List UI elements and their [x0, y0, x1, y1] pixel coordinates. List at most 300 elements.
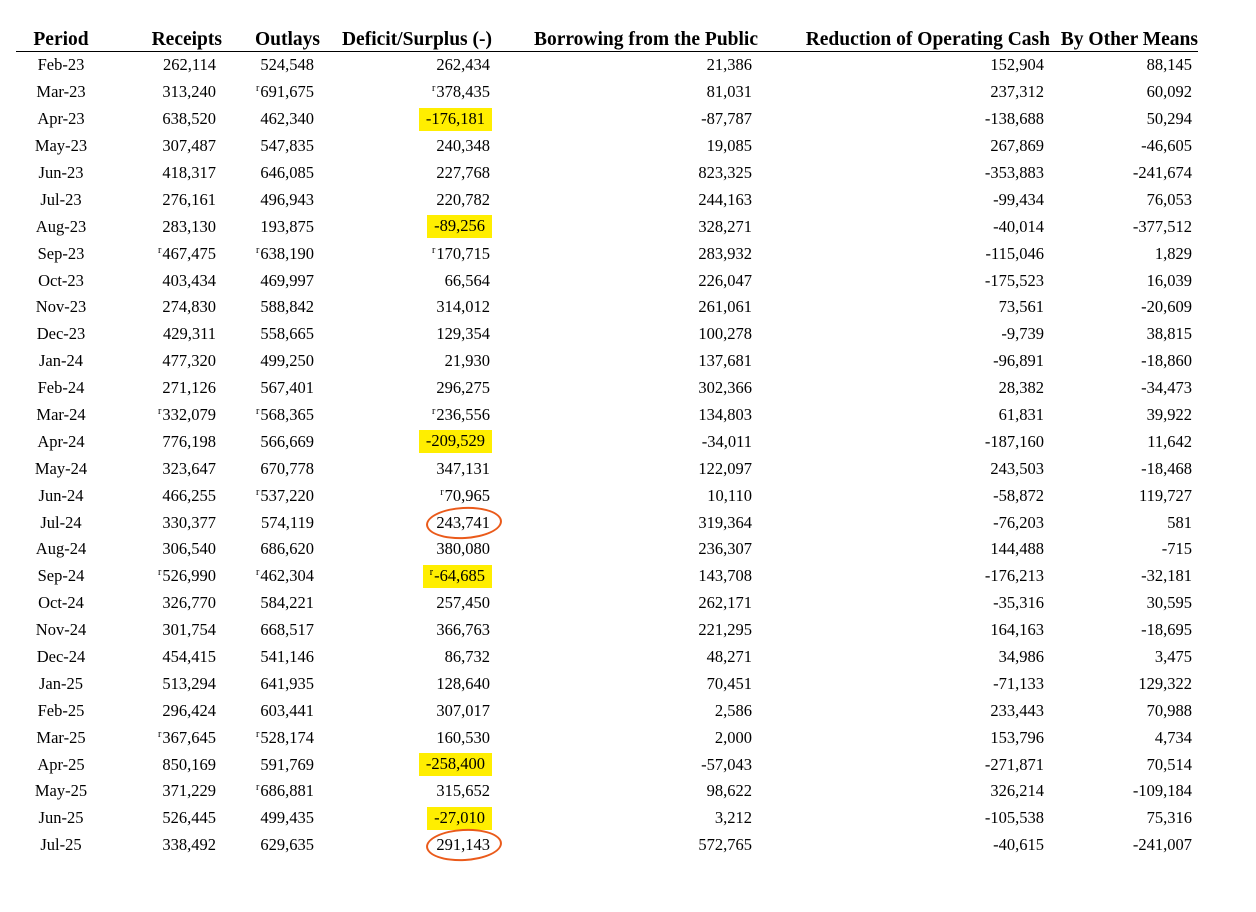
- borrowing-cell: [492, 724, 758, 751]
- other-means-cell-value: [1145, 593, 1194, 613]
- cell-text: 307,017: [436, 700, 490, 720]
- borrowing-cell-value: [705, 82, 754, 102]
- operating-cash-cell: [758, 428, 1050, 455]
- outlays-cell-value: [254, 781, 316, 801]
- operating-cash-cell: [758, 375, 1050, 402]
- outlays-cell: [222, 670, 320, 697]
- revised-marker: r: [256, 486, 260, 498]
- cell-text: -76,203: [993, 512, 1044, 532]
- borrowing-cell: [492, 402, 758, 429]
- borrowing-cell-value: [705, 486, 754, 506]
- period-cell: Jul-25: [40, 835, 82, 855]
- operating-cash-cell: [758, 106, 1050, 133]
- receipts-cell-value: [160, 271, 218, 291]
- other-means-cell-value: [1153, 728, 1194, 748]
- cell-text: -353,883: [984, 163, 1044, 182]
- cell-text: 70,451: [706, 673, 752, 693]
- receipts-cell: [106, 644, 222, 671]
- receipts-cell: [106, 428, 222, 455]
- cell-text: -40,014: [993, 216, 1044, 236]
- other-means-cell: [1050, 778, 1198, 805]
- outlays-cell-value: [258, 217, 316, 237]
- cell-text: 469,997: [260, 270, 314, 290]
- period-cell: Aug-24: [35, 539, 87, 559]
- table-body: [16, 52, 1198, 859]
- other-means-cell: [1050, 509, 1198, 536]
- operating-cash-cell-value: [991, 217, 1046, 237]
- period-cell: Jun-24: [38, 485, 84, 505]
- operating-cash-cell-value: [988, 539, 1046, 559]
- cell-text: -377,512: [1132, 216, 1192, 236]
- receipts-cell-value: [156, 244, 218, 264]
- outlays-cell: [222, 186, 320, 213]
- other-means-cell-value: [1145, 405, 1194, 425]
- outlays-cell-value: [258, 674, 316, 694]
- other-means-cell: [1050, 186, 1198, 213]
- highlighted-value: [427, 215, 492, 238]
- operating-cash-cell-value: [983, 163, 1046, 183]
- outlays-cell-value: [258, 539, 316, 559]
- receipts-cell-value: [160, 835, 218, 855]
- outlays-cell: [222, 455, 320, 482]
- cell-text: 380,080: [436, 539, 490, 559]
- borrowing-cell: [492, 509, 758, 536]
- cell-text: 70,965: [444, 485, 490, 505]
- other-means-cell: [1050, 482, 1198, 509]
- cell-text: 302,366: [698, 378, 752, 398]
- borrowing-cell-value: [700, 432, 754, 452]
- borrowing-cell-value: [696, 297, 754, 317]
- other-means-cell-value: [1131, 781, 1194, 801]
- cell-text: 10,110: [707, 485, 752, 505]
- table-row: [16, 267, 1198, 294]
- outlays-cell: [222, 644, 320, 671]
- outlays-cell-value: [258, 351, 316, 371]
- outlays-cell-value: [254, 728, 316, 748]
- highlighted-value: [427, 807, 492, 830]
- outlays-cell: [222, 52, 320, 79]
- period-cell: Jun-23: [38, 163, 84, 182]
- outlays-cell-value: [258, 324, 316, 344]
- cell-text: 261,061: [698, 297, 752, 317]
- period-cell: Sep-24: [37, 566, 85, 586]
- other-means-cell-value: [1145, 190, 1194, 210]
- outlays-cell: [222, 778, 320, 805]
- borrowing-cell-value: [696, 835, 754, 855]
- cell-text: 1,829: [1154, 243, 1192, 263]
- operating-cash-cell: [758, 482, 1050, 509]
- cell-text: 330,377: [162, 512, 216, 532]
- cell-text: 315,652: [436, 781, 490, 801]
- cell-text: 584,221: [260, 593, 314, 613]
- cell-text: 567,401: [260, 378, 314, 398]
- receipts-cell-value: [160, 781, 218, 801]
- other-means-cell-value: [1145, 82, 1194, 102]
- other-means-cell: [1050, 160, 1198, 187]
- period-cell: Feb-25: [37, 700, 85, 720]
- deficit-surplus-cell-value: [434, 728, 492, 748]
- outlays-cell-value: [258, 297, 316, 317]
- receipts-cell-value: [160, 109, 218, 129]
- receipts-cell-value: [160, 755, 218, 775]
- deficit-surplus-cell-value: [443, 351, 492, 371]
- cell-text: 100,278: [698, 324, 752, 344]
- outlays-cell: [222, 428, 320, 455]
- table-row: [16, 348, 1198, 375]
- deficit-surplus-cell: [320, 832, 492, 859]
- cell-text: -271,871: [984, 754, 1044, 774]
- cell-text: 227,768: [436, 163, 490, 182]
- outlays-cell-value: [258, 808, 316, 828]
- outlays-cell-value: [258, 647, 316, 667]
- receipts-cell-value: [160, 82, 218, 102]
- highlighted-value: [419, 753, 492, 776]
- operating-cash-cell-value: [991, 190, 1046, 210]
- cell-text: 526,445: [162, 808, 216, 828]
- cell-text: -175,523: [984, 270, 1044, 290]
- outlays-cell-value: [258, 163, 316, 183]
- cell-text: 371,229: [162, 781, 216, 801]
- revised-marker: r: [256, 83, 260, 95]
- highlighted-value: [423, 565, 492, 588]
- table-row: [16, 563, 1198, 590]
- cell-text: -115,046: [985, 243, 1044, 263]
- deficit-surplus-cell: [320, 348, 492, 375]
- outlays-cell-value: [258, 378, 316, 398]
- operating-cash-cell-value: [991, 593, 1046, 613]
- cell-text: 496,943: [260, 189, 314, 209]
- table-row: [16, 79, 1198, 106]
- other-means-cell-value: [1145, 808, 1194, 828]
- table-row: [16, 294, 1198, 321]
- receipts-cell: [106, 240, 222, 267]
- cell-text: 513,294: [162, 673, 216, 693]
- header-deficit-surplus: Deficit/Surplus (-): [320, 24, 492, 52]
- receipts-cell: [106, 402, 222, 429]
- cell-text: 276,161: [162, 189, 216, 209]
- other-means-cell-value: [1145, 432, 1194, 452]
- other-means-cell-value: [1145, 755, 1194, 775]
- operating-cash-cell: [758, 133, 1050, 160]
- outlays-cell: [222, 697, 320, 724]
- period-cell: Sep-23: [37, 243, 85, 263]
- table-row: [16, 644, 1198, 671]
- borrowing-cell-value: [696, 593, 754, 613]
- cell-text: 76,053: [1146, 189, 1192, 209]
- table-row: [16, 428, 1198, 455]
- revised-marker: r: [256, 567, 260, 579]
- cell-text: -64,685: [434, 565, 485, 585]
- receipts-cell: [106, 455, 222, 482]
- receipts-cell: [106, 321, 222, 348]
- cell-text: 3,475: [1154, 647, 1192, 667]
- borrowing-cell: [492, 348, 758, 375]
- cell-text: 574,119: [260, 512, 314, 532]
- borrowing-cell: [492, 133, 758, 160]
- borrowing-cell-value: [696, 271, 754, 291]
- receipts-cell: [106, 160, 222, 187]
- borrowing-cell-value: [696, 378, 754, 398]
- other-means-cell-value: [1137, 486, 1194, 506]
- header-row: [16, 24, 1198, 52]
- cell-text: -35,316: [993, 593, 1044, 613]
- deficit-surplus-cell-value: [443, 271, 492, 291]
- cell-text: 572,765: [698, 835, 752, 855]
- other-means-cell: [1050, 697, 1198, 724]
- outlays-cell: [222, 240, 320, 267]
- cell-text: 221,295: [698, 620, 752, 640]
- deficit-surplus-cell-value: [443, 647, 492, 667]
- outlays-cell: [222, 294, 320, 321]
- operating-cash-cell: [758, 348, 1050, 375]
- revised-marker: r: [432, 83, 436, 95]
- header-operating-cash: Reduction of Operating Cash: [758, 24, 1050, 52]
- cell-text: 66,564: [444, 270, 490, 290]
- other-means-cell: [1050, 133, 1198, 160]
- deficit-surplus-cell: [320, 563, 492, 590]
- deficit-surplus-cell-value: [430, 244, 492, 264]
- cell-text: 61,831: [998, 405, 1044, 425]
- cell-text: 319,364: [698, 512, 752, 532]
- outlays-cell-value: [258, 55, 316, 75]
- borrowing-cell: [492, 186, 758, 213]
- period-cell: Oct-24: [38, 593, 84, 613]
- cell-text: -209,529: [425, 431, 485, 451]
- operating-cash-cell: [758, 294, 1050, 321]
- deficit-surplus-cell-value: [434, 190, 492, 210]
- borrowing-cell: [492, 375, 758, 402]
- receipts-cell-value: [160, 297, 218, 317]
- cell-text: 243,741: [436, 512, 490, 532]
- header-receipts: Receipts: [106, 24, 222, 52]
- deficit-surplus-cell-value: [434, 620, 492, 640]
- deficit-surplus-cell: [320, 240, 492, 267]
- operating-cash-cell-value: [983, 271, 1046, 291]
- outlays-cell: [222, 536, 320, 563]
- cell-text: 4,734: [1154, 727, 1192, 747]
- cell-text: 134,803: [698, 405, 752, 425]
- revised-marker: r: [256, 406, 260, 418]
- cell-text: 499,435: [260, 808, 314, 828]
- outlays-cell: [222, 509, 320, 536]
- receipts-cell: [106, 213, 222, 240]
- cell-text: 38,815: [1146, 324, 1192, 344]
- borrowing-cell: [492, 160, 758, 187]
- revised-marker: r: [429, 566, 434, 578]
- cell-text: 226,047: [698, 270, 752, 290]
- cell-text: -187,160: [984, 431, 1044, 451]
- circled-value: [434, 513, 492, 533]
- table-row: [16, 778, 1198, 805]
- borrowing-cell: [492, 52, 758, 79]
- receipts-cell-value: [160, 459, 218, 479]
- cell-text: 75,316: [1146, 808, 1192, 828]
- borrowing-cell-value: [699, 755, 754, 775]
- cell-text: 240,348: [436, 136, 490, 156]
- table-row: [16, 590, 1198, 617]
- operating-cash-cell-value: [997, 405, 1046, 425]
- table-row: [16, 832, 1198, 859]
- other-means-cell-value: [1153, 244, 1194, 264]
- cell-text: 236,307: [698, 539, 752, 559]
- cell-text: 823,325: [698, 163, 752, 182]
- cell-text: -176,213: [984, 566, 1044, 586]
- cell-text: 262,171: [698, 593, 752, 613]
- cell-text: 21,930: [444, 351, 490, 371]
- cell-text: 70,988: [1146, 700, 1192, 720]
- cell-text: 454,415: [162, 647, 216, 667]
- header-period: Period: [16, 24, 106, 52]
- operating-cash-cell: [758, 724, 1050, 751]
- cell-text: 236,556: [436, 405, 490, 425]
- other-means-cell-value: [1145, 55, 1194, 75]
- operating-cash-cell: [758, 670, 1050, 697]
- cell-text: 137,681: [698, 351, 752, 371]
- operating-cash-cell: [758, 617, 1050, 644]
- borrowing-cell: [492, 697, 758, 724]
- operating-cash-cell: [758, 267, 1050, 294]
- cell-text: 499,250: [260, 351, 314, 371]
- cell-text: 2,000: [714, 727, 752, 747]
- receipts-cell-value: [161, 55, 218, 75]
- cell-text: 3,212: [714, 808, 752, 828]
- outlays-cell: [222, 751, 320, 778]
- outlays-cell: [222, 213, 320, 240]
- cell-text: 629,635: [260, 835, 314, 855]
- borrowing-cell: [492, 267, 758, 294]
- other-means-cell-value: [1153, 647, 1194, 667]
- operating-cash-cell-value: [983, 432, 1046, 452]
- operating-cash-cell: [758, 509, 1050, 536]
- deficit-surplus-cell-value: [434, 297, 492, 317]
- receipts-cell-value: [160, 190, 218, 210]
- period-cell: Jan-25: [39, 673, 83, 693]
- deficit-surplus-cell: [320, 697, 492, 724]
- cell-text: 691,675: [260, 82, 314, 102]
- receipts-cell-value: [160, 486, 218, 506]
- cell-text: 328,271: [698, 216, 752, 236]
- cell-text: 314,012: [436, 297, 490, 317]
- cell-text: 128,640: [436, 673, 490, 693]
- period-cell: May-23: [34, 136, 88, 156]
- deficit-surplus-cell-value: [434, 324, 492, 344]
- deficit-surplus-cell: [320, 805, 492, 832]
- borrowing-cell-value: [705, 136, 754, 156]
- operating-cash-cell-value: [983, 808, 1046, 828]
- other-means-cell: [1050, 832, 1198, 859]
- outlays-cell: [222, 590, 320, 617]
- operating-cash-cell-value: [997, 378, 1046, 398]
- other-means-cell-value: [1131, 835, 1194, 855]
- deficit-surplus-cell: [320, 213, 492, 240]
- deficit-surplus-cell: [320, 455, 492, 482]
- deficit-surplus-cell-value: [434, 593, 492, 613]
- outlays-cell: [222, 805, 320, 832]
- cell-text: -18,695: [1141, 620, 1192, 640]
- borrowing-cell: [492, 455, 758, 482]
- borrowing-cell: [492, 805, 758, 832]
- cell-text: 603,441: [260, 700, 314, 720]
- outlays-cell-value: [258, 701, 316, 721]
- period-cell: Oct-23: [38, 270, 84, 290]
- other-means-cell: [1050, 670, 1198, 697]
- cell-text: 668,517: [260, 620, 314, 640]
- operating-cash-cell-value: [991, 486, 1046, 506]
- deficit-surplus-cell: [320, 106, 492, 133]
- receipts-cell: [106, 670, 222, 697]
- operating-cash-cell: [758, 321, 1050, 348]
- borrowing-cell: [492, 617, 758, 644]
- outlays-cell: [222, 79, 320, 106]
- receipts-cell-value: [160, 647, 218, 667]
- outlays-cell: [222, 321, 320, 348]
- deficit-surplus-cell-value: [434, 163, 492, 183]
- cell-text: 338,492: [162, 835, 216, 855]
- period-cell: Apr-24: [37, 431, 85, 451]
- deficit-surplus-cell: [320, 428, 492, 455]
- borrowing-cell-value: [696, 163, 754, 183]
- deficit-surplus-cell: [320, 133, 492, 160]
- cell-text: 670,778: [260, 458, 314, 478]
- cell-text: -89,256: [434, 216, 485, 236]
- cell-text: 301,754: [162, 620, 216, 640]
- receipts-cell-value: [156, 728, 218, 748]
- cell-text: 160,530: [436, 727, 490, 747]
- other-means-cell: [1050, 294, 1198, 321]
- cell-text: 70,514: [1146, 754, 1192, 774]
- receipts-cell-value: [160, 513, 218, 533]
- cell-text: 526,990: [162, 566, 216, 586]
- cell-text: -99,434: [993, 189, 1044, 209]
- deficit-surplus-cell-value: [430, 405, 492, 425]
- deficit-surplus-cell: [320, 52, 492, 79]
- period-cell: Jul-23: [40, 189, 82, 209]
- outlays-cell-value: [254, 405, 316, 425]
- period-cell: Aug-23: [35, 216, 87, 236]
- other-means-cell-value: [1139, 620, 1194, 640]
- cell-text: 2,586: [714, 700, 752, 720]
- cell-text: 220,782: [436, 189, 490, 209]
- operating-cash-cell-value: [997, 647, 1046, 667]
- operating-cash-cell-value: [983, 755, 1046, 775]
- table-row: [16, 751, 1198, 778]
- operating-cash-cell: [758, 590, 1050, 617]
- borrowing-cell-value: [696, 459, 754, 479]
- operating-cash-cell: [758, 79, 1050, 106]
- other-means-cell: [1050, 267, 1198, 294]
- cell-text: 418,317: [162, 163, 216, 182]
- cell-text: 244,163: [698, 189, 752, 209]
- table-row: [16, 375, 1198, 402]
- period-cell: Mar-25: [36, 727, 86, 747]
- outlays-cell-value: [258, 190, 316, 210]
- deficit-surplus-cell: [320, 321, 492, 348]
- borrowing-cell-value: [713, 808, 754, 828]
- borrowing-cell-value: [696, 513, 754, 533]
- outlays-cell-value: [258, 620, 316, 640]
- operating-cash-cell-value: [983, 244, 1046, 264]
- receipts-cell-value: [156, 566, 218, 586]
- other-means-cell-value: [1139, 351, 1194, 371]
- receipts-cell: [106, 536, 222, 563]
- period-cell: Nov-23: [35, 297, 87, 317]
- cell-text: 30,595: [1146, 593, 1192, 613]
- table-row: [16, 482, 1198, 509]
- table-row: [16, 106, 1198, 133]
- cell-text: 86,732: [444, 647, 490, 667]
- cell-text: 81,031: [706, 82, 752, 102]
- other-means-cell: [1050, 79, 1198, 106]
